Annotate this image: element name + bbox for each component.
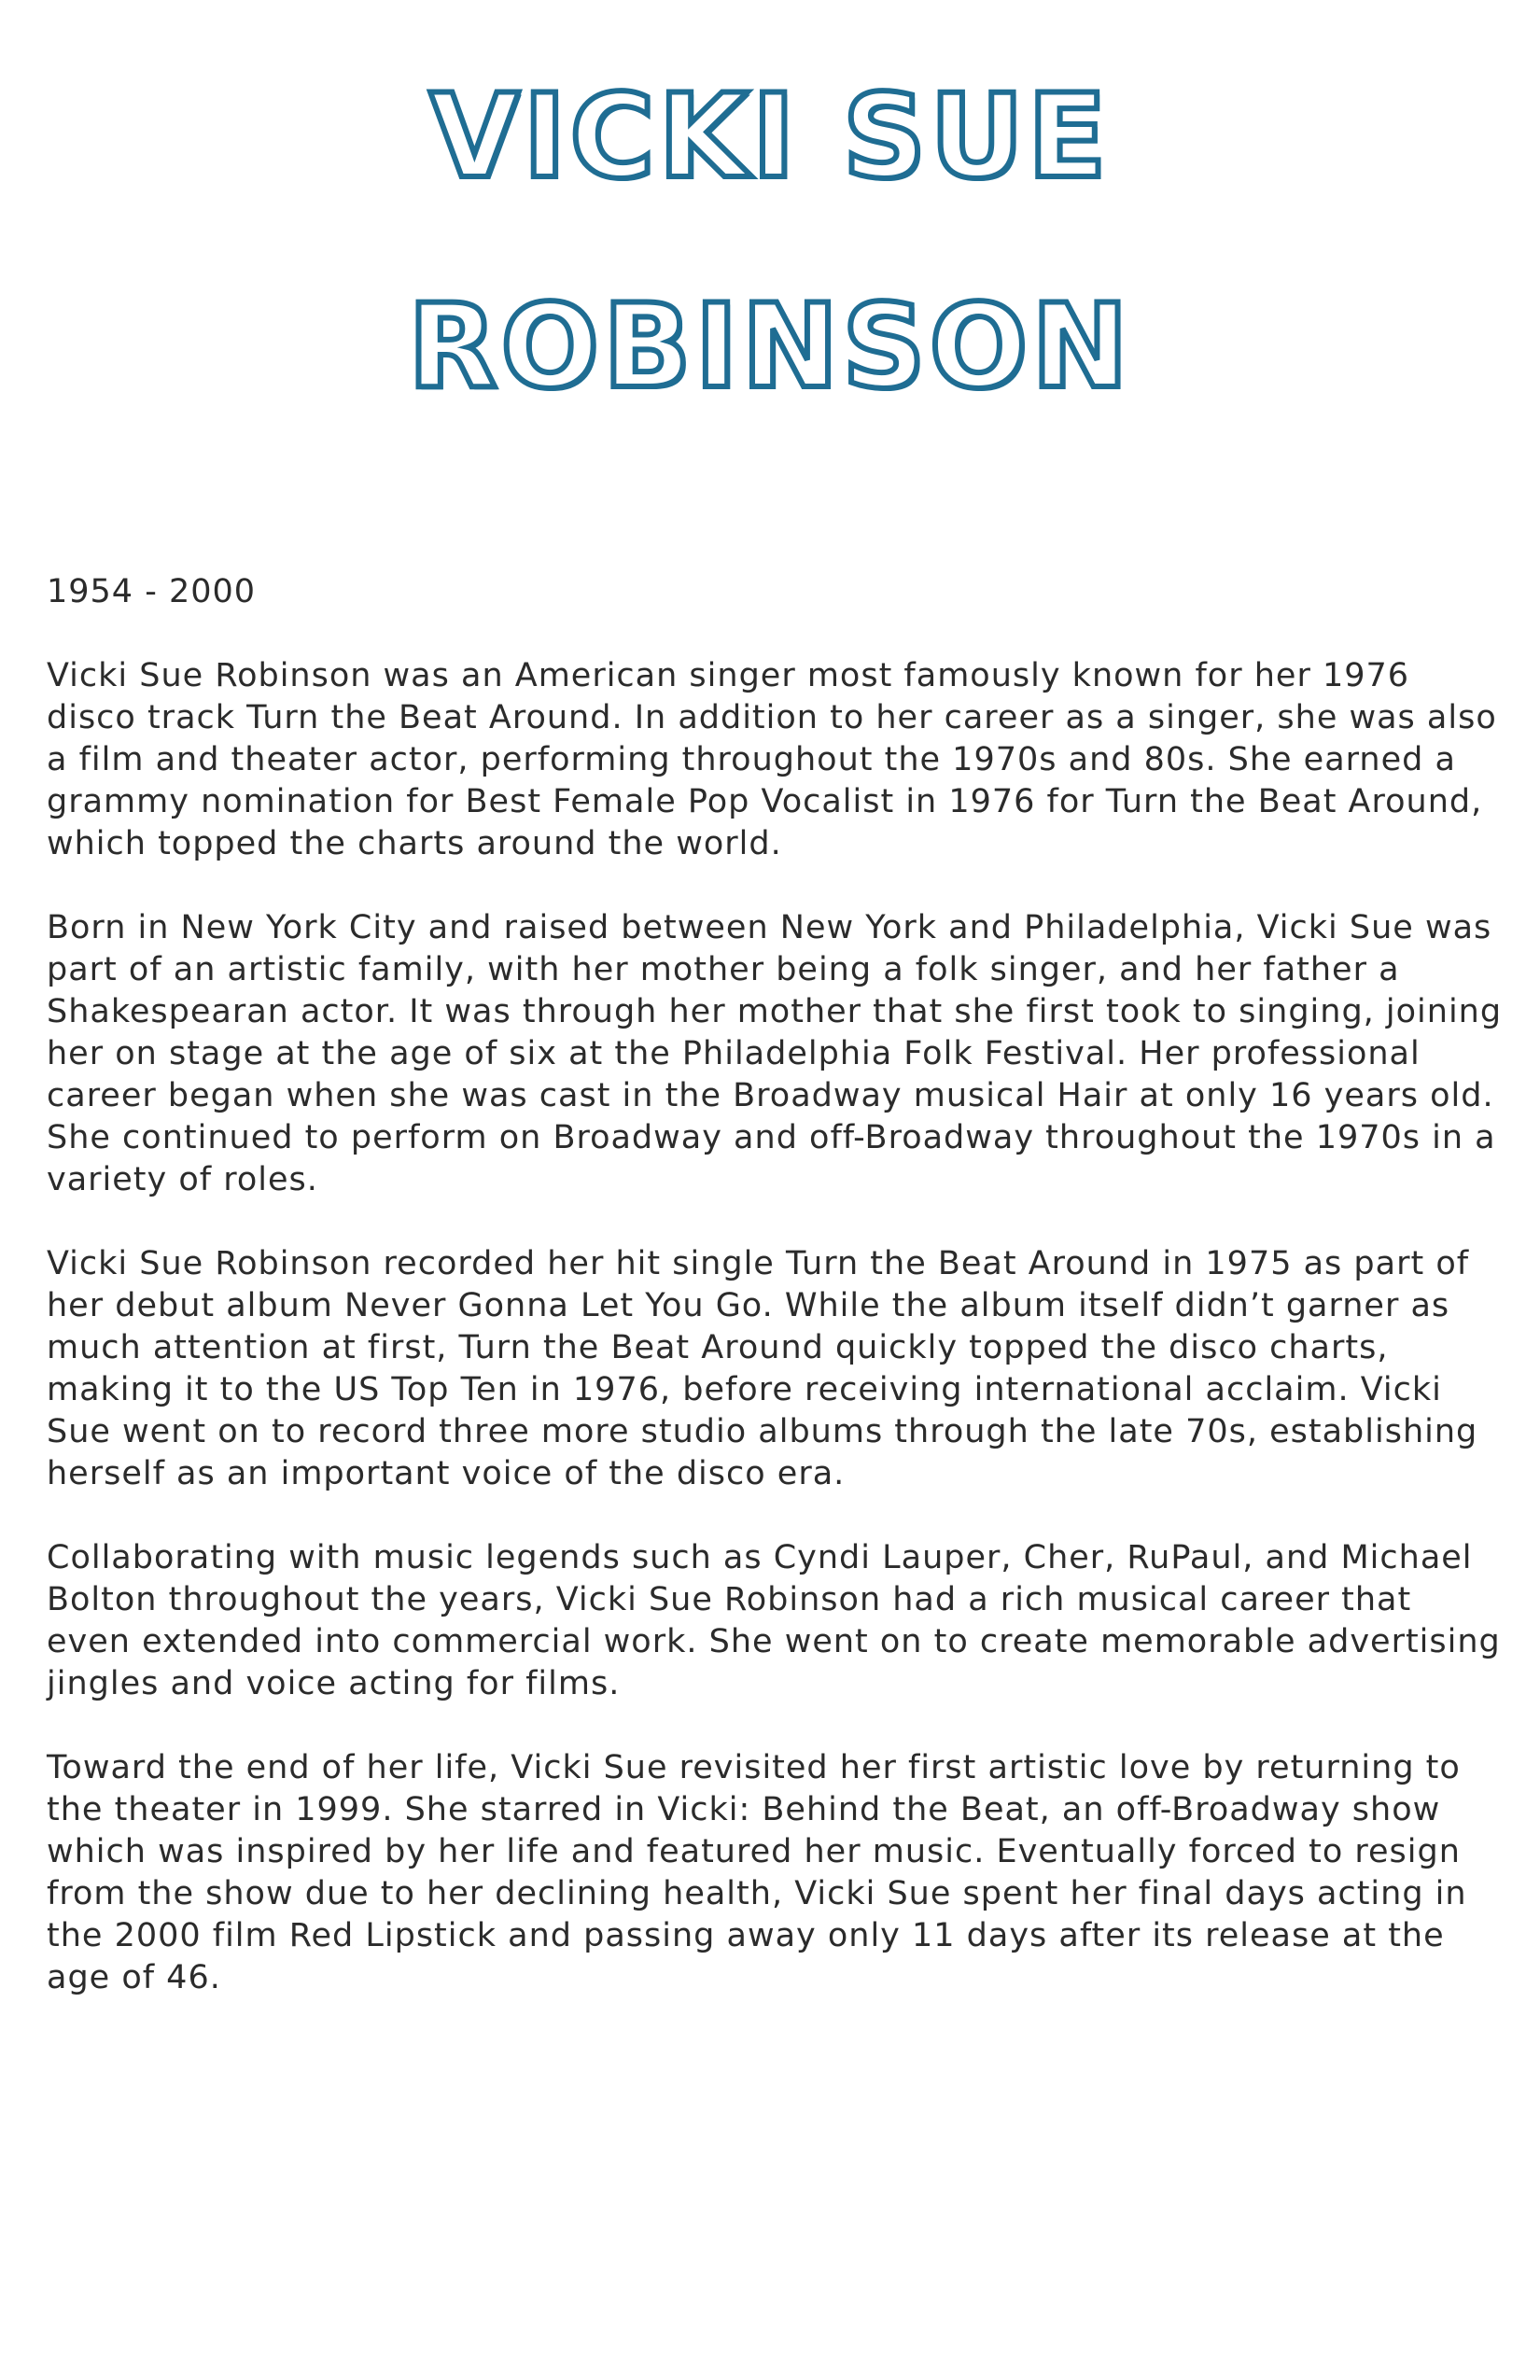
page-title [0, 70, 1540, 457]
paragraph-hit-single: Vicki Sue Robinson recorded her hit single Turn the Beat Around in 1975 as part of her debut album Never Gonna Let You Go. While the album itself didn’t garner as much attention at first, Turn the Beat Around quickly topped the disco charts, making it to the US Top Ten in 1976, before receiving international acclaim. Vicki Sue went on to record three more studio albums through the late 70s, establishing herself as an important voice of the disco era. [47, 1245, 1478, 1492]
paragraph-later-life: Toward the end of her life, Vicki Sue revisited her first artistic love by returning to the theater in 1999. She starred in Vicki: Behind the Beat, an off-Broadway show which was inspired by her life and featured her music. Eventually forced to resign from the show due to her declining health, Vicki Sue spent her final days acting in the 2000 film Red Lipstick and passing away only 11 days after its release at the age of 46. [47, 1749, 1467, 1996]
paragraph-early-life: Born in New York City and raised between New York and Philadelphia, Vicki Sue was part of an artistic family, with her mother being a folk singer, and her father a Shakespearan actor. It was through her mother that she first took to singing, joining her on stage at the age of six at the Philadelphia Folk Festival. Her professional career began when she was cast in the Broadway musical Hair at only 16 years old. She continued to perform on Broadway and off-Broadway throughout the 1970s in a variety of roles. [47, 909, 1503, 1198]
title-line-1: VICKI SUE [429, 70, 1111, 204]
paragraph-intro: Vicki Sue Robinson was an American singer most famously known for her 1976 disco track Turn the Beat Around. In addition to her career as a singer, she was also a film and theater actor, performing throughout the 1970s and 80s. She earned a grammy nomination for Best Female Pop Vocalist in 1976 for Turn the Beat Around, which topped the charts around the world. [47, 657, 1497, 862]
title-line-2: ROBINSON [408, 280, 1132, 414]
life-dates: 1954 - 2000 [47, 573, 257, 610]
article-body [47, 571, 1503, 2041]
paragraph-collaborations: Collaborating with music legends such as Cyndi Lauper, Cher, RuPaul, and Michael Bolton throughout the years, Vicki Sue Robinson had a rich musical career that even extended into commercial work. She went on to create memorable advertising jingles and voice acting for films. [47, 1539, 1501, 1702]
